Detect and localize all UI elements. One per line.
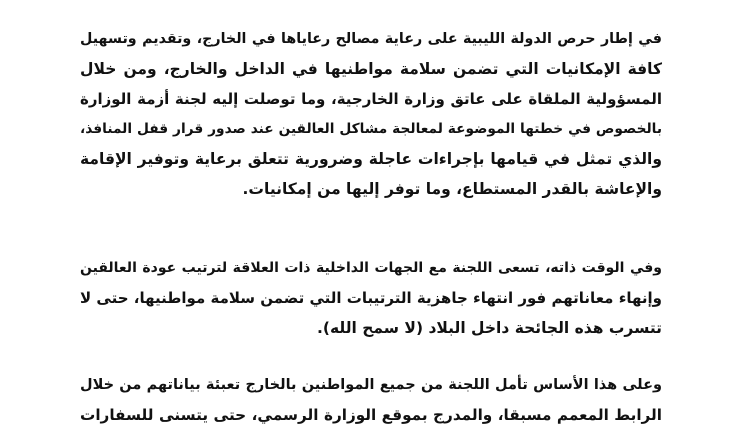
- paragraph-line: بالخصوص في خطتها الموضوعة لمعالجة مشاكل العالقين عند صدور قرار قفل المنافذ،: [80, 121, 662, 137]
- paragraph-line: في إطار حرص الدولة الليبية على رعاية مصالح رعاياها في الخارج، وتقديم وتسهيل: [80, 31, 662, 47]
- paragraph-line: كافة الإمكانيات التي تضمن سلامة مواطنيها في الداخل والخارج، ومن خلال: [80, 60, 662, 78]
- paragraph-line: وفي الوقت ذاته، تسعى اللجنة مع الجهات الداخلية ذات العلاقة لترتيب عودة العالقين: [80, 260, 662, 276]
- paragraph-3: [80, 370, 662, 430]
- paragraph-line: تتسرب هذه الجائحة داخل البلاد (لا سمح الله).: [317, 319, 662, 337]
- paragraph-line: والذي تمثل في قيامها بإجراءات عاجلة وضرورية تتعلق برعاية وتوفير الإقامة: [80, 150, 662, 168]
- paragraph-line: الرابط المعمم مسبقا، والمدرج بموقع الوزارة الرسمي، حتى يتسنى للسفارات: [80, 406, 662, 424]
- paragraph-line: وإنهاء معاناتهم فور انتهاء جاهزية الترتيبات التي تضمن سلامة مواطنيها، حتى لا: [80, 289, 662, 307]
- paragraph-2: [80, 253, 662, 343]
- paragraph-1: [80, 24, 662, 204]
- paragraph-line: والإعاشة بالقدر المستطاع، وما توفر إليها من إمكانيات.: [242, 180, 662, 198]
- paragraph-line: وعلى هذا الأساس تأمل اللجنة من جميع المواطنين بالخارج تعبئة بياناتهم من خلال: [80, 377, 662, 393]
- paragraph-line: المسؤولية الملقاة على عاتق وزارة الخارجية، وما توصلت إليه لجنة أزمة الوزارة: [80, 90, 662, 108]
